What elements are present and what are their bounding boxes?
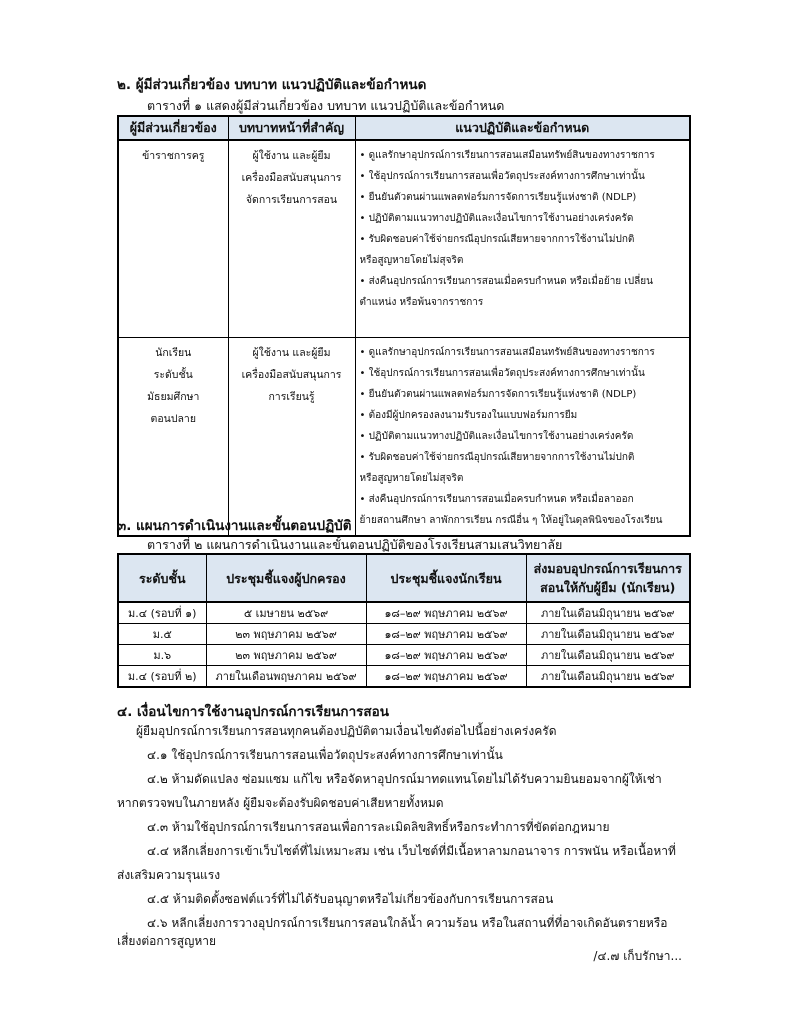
table-row — [118, 666, 690, 688]
section-2-heading: ๒. ผู้มีส่วนเกี่ยวข้อง บทบาท แนวปฏิบัติและข้อกำหนด — [117, 77, 427, 93]
rules-cell — [355, 337, 690, 536]
party-cell — [118, 140, 228, 337]
schedule-table — [117, 553, 691, 688]
rule-line: • ส่งคืนอุปกรณ์การเรียนการสอนเมื่อครบกำหนด หรือเมื่อลาออก — [359, 493, 634, 505]
handover-cell: ภายในเดือนมิถุนายน ๒๕๖๙ — [526, 624, 690, 645]
party-line: ระดับชั้น — [153, 368, 193, 381]
student-meeting-cell: ๑๘–๒๙ พฤษภาคม ๒๕๖๙ — [366, 645, 526, 666]
handover-cell: ภายในเดือนมิถุนายน ๒๕๖๙ — [526, 666, 690, 688]
condition-line: ๔.๓ ห้ามใช้อุปกรณ์การเรียนการสอนเพื่อการละเมิดลิขสิทธิ์หรือกระทำการที่ขัดต่อกฎหมาย — [147, 820, 610, 834]
stakeholder-table — [117, 115, 691, 537]
parent-meeting-cell: ๕ เมษายน ๒๕๖๙ — [206, 602, 366, 624]
role-cell — [228, 337, 355, 536]
rule-line: • รับผิดชอบค่าใช้จ่ายกรณีอุปกรณ์เสียหายจากการใช้งานไม่ปกติ — [359, 451, 635, 463]
rule-line: • ยืนยันตัวตนผ่านแพลตฟอร์มการจัดการเรียนรู้แห่งชาติ (NDLP) — [359, 388, 637, 400]
party-line: ข้าราชการครู — [142, 150, 205, 162]
table-header-row — [118, 116, 690, 140]
parent-meeting-cell: ๒๓ พฤษภาคม ๒๕๖๙ — [206, 645, 366, 666]
column-header: ผู้มีส่วนเกี่ยวข้อง — [118, 116, 228, 140]
condition-line: ๔.๖ หลีกเลี่ยงการวางอุปกรณ์การเรียนการสอนใกล้น้ำ ความร้อน หรือในสถานที่ที่อาจเกิดอันตรายหรือ — [147, 916, 668, 930]
rule-line: • ต้องมีผู้ปกครองลงนามรับรองในแบบฟอร์มการยืม — [359, 409, 578, 421]
parent-meeting-cell: ๒๓ พฤษภาคม ๒๕๖๙ — [206, 624, 366, 645]
level-cell: ม.๕ — [118, 624, 206, 645]
party-line: มัธยมศึกษา — [147, 390, 200, 403]
rule-line: • ยืนยันตัวตนผ่านแพลตฟอร์มการจัดการเรียนรู้แห่งชาติ (NDLP) — [359, 192, 637, 203]
condition-line: ๔.๑ ใช้อุปกรณ์การเรียนการสอนเพื่อวัตถุประสงค์ทางการศึกษาเท่านั้น — [147, 748, 503, 762]
student-meeting-cell: ๑๘–๒๙ พฤษภาคม ๒๕๖๙ — [366, 666, 526, 688]
role-cell — [228, 140, 355, 337]
handover-cell: ภายในเดือนมิถุนายน ๒๕๖๙ — [526, 645, 690, 666]
table-row — [118, 645, 690, 666]
rule-line: หรือสูญหายโดยไม่สุจริต — [359, 472, 464, 484]
rules-cell — [355, 140, 690, 337]
section-4-heading: ๔. เงื่อนไขการใช้งานอุปกรณ์การเรียนการสอน — [117, 704, 389, 720]
condition-line: ๔.๕ ห้ามติดตั้งซอฟต์แวร์ที่ไม่ได้รับอนุญาตหรือไม่เกี่ยวข้องกับการเรียนการสอน — [147, 892, 554, 906]
column-header: ประชุมชี้แจงนักเรียน — [366, 554, 526, 602]
role-line: เครื่องมือสนับสนุนการ — [241, 368, 342, 381]
role-line: ผู้ใช้งาน และผู้ยืม — [252, 346, 331, 359]
table-row — [118, 337, 690, 536]
header-line: สอนให้กับผู้ยืม (นักเรียน) — [540, 580, 676, 595]
party-cell — [118, 337, 228, 536]
rule-line: • ดูแลรักษาอุปกรณ์การเรียนการสอนเสมือนทรัพย์สินของทางราชการ — [359, 150, 655, 161]
table-header-row — [118, 554, 690, 602]
rule-line: • รับผิดชอบค่าใช้จ่ายกรณีอุปกรณ์เสียหายจากการใช้งานไม่ปกติ — [359, 234, 635, 245]
role-line: ผู้ใช้งาน และผู้ยืม — [252, 150, 331, 162]
rule-line: • ปฏิบัติตามแนวทางปฏิบัติและเงื่อนไขการใช้งานอย่างเคร่งครัด — [359, 430, 634, 442]
handover-cell: ภายในเดือนมิถุนายน ๒๕๖๙ — [526, 602, 690, 624]
party-line: ตอนปลาย — [150, 412, 196, 425]
rule-line: • ใช้อุปกรณ์การเรียนการสอนเพื่อวัตถุประสงค์ทางการศึกษาเท่านั้น — [359, 171, 645, 182]
header-line: ส่งมอบอุปกรณ์การเรียนการ — [533, 561, 682, 576]
table-1-caption: ตารางที่ ๑ แสดงผู้มีส่วนเกี่ยวข้อง บทบาท แนวปฏิบัติและข้อกำหนด — [147, 98, 505, 113]
role-line: เครื่องมือสนับสนุนการ — [241, 172, 342, 184]
column-header: ประชุมชี้แจงผู้ปกครอง — [206, 554, 366, 602]
rule-line: • ใช้อุปกรณ์การเรียนการสอนเพื่อวัตถุประสงค์ทางการศึกษาเท่านั้น — [359, 367, 645, 379]
table-row — [118, 624, 690, 645]
role-line: จัดการเรียนการสอน — [245, 194, 338, 206]
table-row — [118, 602, 690, 624]
role-line: การเรียนรู้ — [268, 390, 315, 403]
table-2-caption: ตารางที่ ๒ แผนการดำเนินงานและขั้นตอนปฏิบัติของโรงเรียนสามเสนวิทยาลัย — [147, 537, 563, 552]
parent-meeting-cell: ภายในเดือนพฤษภาคม ๒๕๖๙ — [206, 666, 366, 688]
rule-line: • ปฏิบัติตามแนวทางปฏิบัติและเงื่อนไขการใช้งานอย่างเคร่งครัด — [359, 213, 634, 224]
student-meeting-cell: ๑๘–๒๙ พฤษภาคม ๒๕๖๙ — [366, 624, 526, 645]
section-4-intro: ผู้ยืมอุปกรณ์การเรียนการสอนทุกคนต้องปฏิบัติตามเงื่อนไขดังต่อไปนี้อย่างเคร่งครัด — [136, 724, 557, 738]
continuation-note: /๔.๗ เก็บรักษา... — [593, 949, 682, 963]
column-header: แนวปฏิบัติและข้อกำหนด — [355, 116, 690, 140]
column-header — [526, 554, 690, 602]
student-meeting-cell: ๑๘–๒๙ พฤษภาคม ๒๕๖๙ — [366, 602, 526, 624]
rule-line: • ส่งคืนอุปกรณ์การเรียนการสอนเมื่อครบกำหนด หรือเมื่อย้าย เปลี่ยน — [359, 276, 653, 287]
section-3-heading: ๓. แผนการดำเนินงานและขั้นตอนปฏิบัติ — [117, 518, 352, 534]
condition-line: หากตรวจพบในภายหลัง ผู้ยืมจะต้องรับผิดชอบค่าเสียหายทั้งหมด — [117, 796, 444, 810]
rule-line: • ดูแลรักษาอุปกรณ์การเรียนการสอนเสมือนทรัพย์สินของทางราชการ — [359, 346, 655, 358]
condition-line: เสี่ยงต่อการสูญหาย — [117, 934, 216, 948]
level-cell: ม.๔ (รอบที่ ๒) — [118, 666, 206, 688]
condition-line: ๔.๔ หลีกเลี่ยงการเข้าเว็บไซต์ที่ไม่เหมาะสม เช่น เว็บไซต์ที่มีเนื้อหาลามกอนาจาร การพนัน หรือเนื้อหาที่ — [147, 844, 676, 858]
condition-line: ๔.๒ ห้ามดัดแปลง ซ่อมแซม แก้ไข หรือจัดหาอุปกรณ์มาทดแทนโดยไม่ได้รับความยินยอมจากผู้ให้เช่า — [147, 772, 662, 786]
table-row — [118, 140, 690, 337]
party-line: นักเรียน — [155, 346, 192, 359]
level-cell: ม.๔ (รอบที่ ๑) — [118, 602, 206, 624]
rule-line: หรือสูญหายโดยไม่สุจริต — [359, 255, 464, 266]
rule-line: ย้ายสถานศึกษา ลาพักการเรียน กรณีอื่น ๆ ให้อยู่ในดุลพินิจของโรงเรียน — [359, 514, 663, 526]
rule-line: ตำแหน่ง หรือพ้นจากราชการ — [359, 297, 484, 308]
column-header: ระดับชั้น — [118, 554, 206, 602]
condition-line: ส่งเสริมความรุนแรง — [117, 868, 221, 882]
column-header: บทบาทหน้าที่สำคัญ — [228, 116, 355, 140]
level-cell: ม.๖ — [118, 645, 206, 666]
